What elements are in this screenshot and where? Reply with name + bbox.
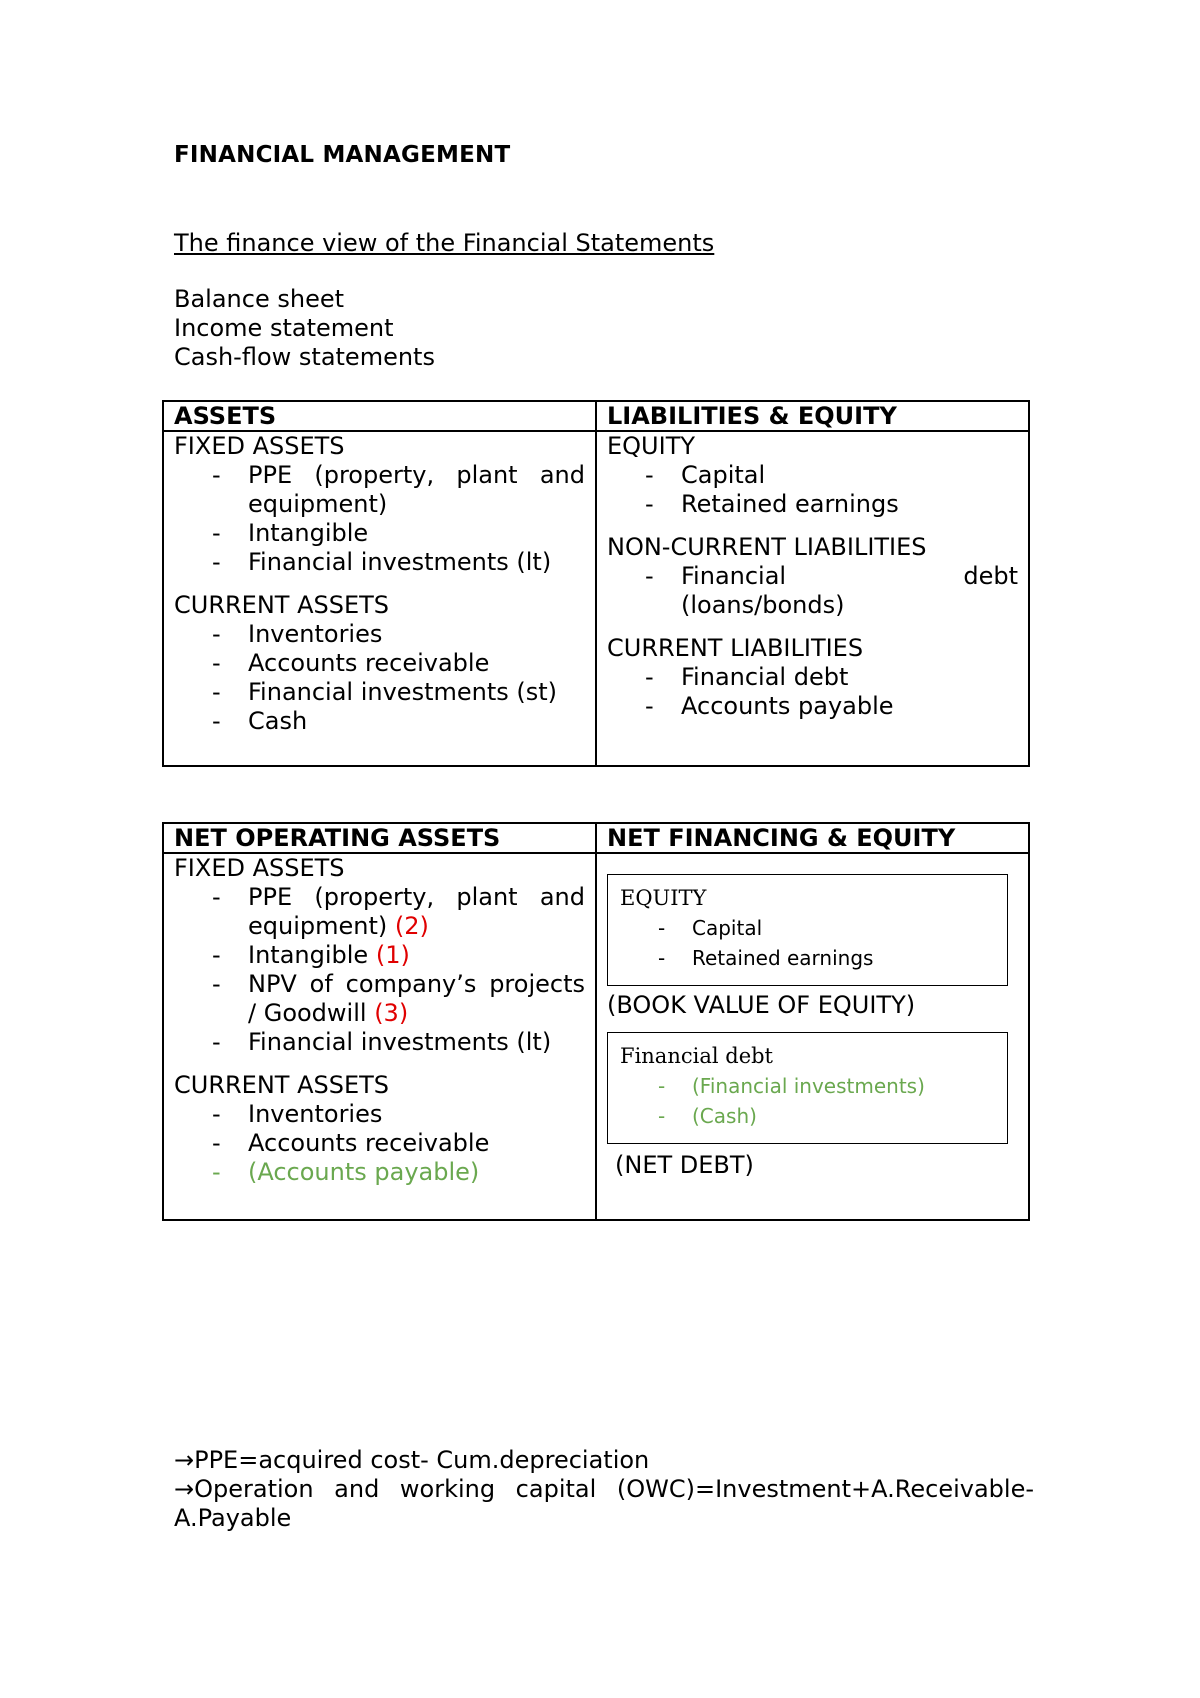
list-item — [212, 970, 585, 1028]
list-item — [212, 941, 585, 970]
current-liabilities-label: CURRENT LIABILITIES — [607, 634, 864, 662]
liabilities-cell — [596, 431, 1029, 766]
equity-box-title: EQUITY — [620, 886, 707, 910]
statement-item: Cash-flow statements — [174, 343, 435, 371]
list-item: - Financial investments (st) — [212, 678, 585, 707]
list-item: - PPE (property, plant and equipment) — [212, 461, 585, 519]
fixed-assets-label: FIXED ASSETS — [174, 854, 345, 882]
assets-header: ASSETS — [163, 401, 596, 431]
list-item: - Inventories — [212, 1100, 585, 1129]
list-item: - Capital — [658, 913, 997, 943]
debt-box — [607, 1032, 1008, 1144]
list-item: - Retained earnings — [658, 943, 997, 973]
npv-text: NPV of company’s projects / Goodwill — [248, 970, 585, 1027]
intangible-note: (1) — [375, 941, 410, 969]
statements-list — [174, 285, 435, 372]
current-assets-label: CURRENT ASSETS — [174, 591, 390, 619]
list-item: - Financial debt (loans/bonds) — [645, 562, 1018, 620]
list-item: - Accounts receivable — [212, 649, 585, 678]
net-operating-assets-cell — [163, 853, 596, 1220]
page-title: FINANCIAL MANAGEMENT — [174, 142, 511, 168]
list-item: - (Financial investments) — [658, 1071, 997, 1101]
book-value-label: (BOOK VALUE OF EQUITY) — [607, 991, 916, 1019]
list-item: - Inventories — [212, 620, 585, 649]
list-item: - Accounts payable — [645, 692, 1018, 721]
net-financing-equity-header: NET FINANCING & EQUITY — [596, 823, 1029, 853]
net-financing-cell — [596, 853, 1029, 1220]
debt-box-title: Financial debt — [620, 1044, 773, 1068]
fixed-assets-label: FIXED ASSETS — [174, 432, 345, 460]
list-item: - Capital — [645, 461, 1018, 490]
section-subtitle: The finance view of the Financial Statements — [174, 229, 715, 257]
note-line: A.Payable — [174, 1504, 292, 1532]
note-line: →PPE=acquired cost- Cum.depreciation — [174, 1446, 650, 1474]
list-item: - Accounts receivable — [212, 1129, 585, 1158]
net-debt-label: (NET DEBT) — [615, 1151, 754, 1179]
formula-notes — [174, 1446, 1034, 1533]
assets-cell — [163, 431, 596, 766]
equity-box — [607, 874, 1008, 986]
noncurrent-liabilities-label: NON-CURRENT LIABILITIES — [607, 533, 927, 561]
list-item: - (Accounts payable) — [212, 1158, 585, 1187]
list-item — [212, 883, 585, 941]
ppe-note: (2) — [394, 912, 429, 940]
balance-sheet-table — [162, 400, 1030, 767]
liabilities-equity-header: LIABILITIES & EQUITY — [596, 401, 1029, 431]
current-assets-label: CURRENT ASSETS — [174, 1071, 390, 1099]
list-item: - Retained earnings — [645, 490, 1018, 519]
list-item: - Financial investments (lt) — [212, 548, 585, 577]
net-operating-assets-header: NET OPERATING ASSETS — [163, 823, 596, 853]
npv-note: (3) — [374, 999, 409, 1027]
net-assets-table — [162, 822, 1030, 1221]
intangible-text: Intangible — [248, 941, 369, 969]
list-item: - Financial investments (lt) — [212, 1028, 585, 1057]
list-item: - Cash — [212, 707, 585, 736]
list-item: - (Cash) — [658, 1101, 997, 1131]
note-line: →Operation and working capital (OWC)=Investment+A.Receivable- — [174, 1475, 1034, 1503]
ppe-text: PPE (property, plant and equipment) — [248, 883, 585, 940]
list-item: - Financial debt — [645, 663, 1018, 692]
statement-item: Income statement — [174, 314, 394, 342]
list-item: - Intangible — [212, 519, 585, 548]
equity-label: EQUITY — [607, 432, 696, 460]
statement-item: Balance sheet — [174, 285, 345, 313]
